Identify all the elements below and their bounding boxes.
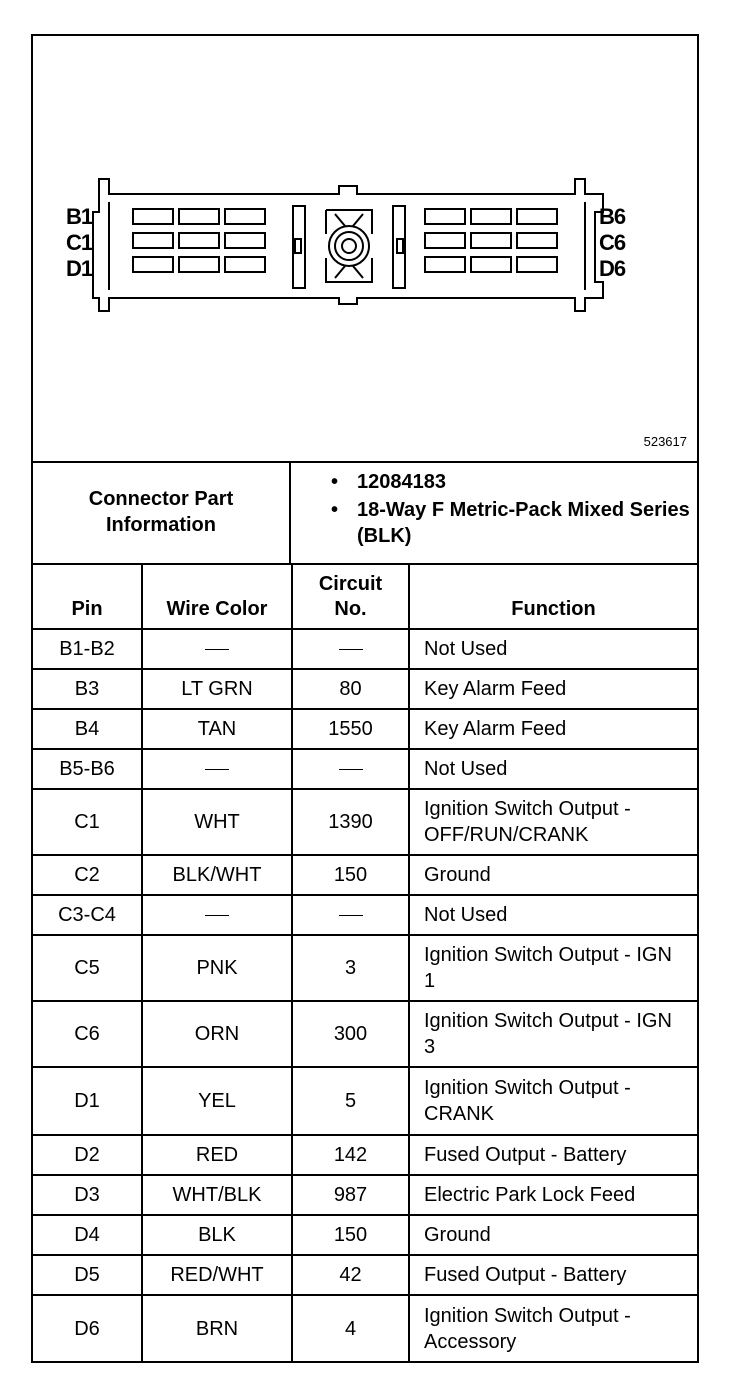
function-text: Ignition Switch Output - CRANK (424, 1077, 631, 1125)
pin-cell: D2 (33, 1135, 142, 1175)
pin-label-d1: D1 (66, 256, 93, 281)
empty-dash (205, 769, 229, 770)
function-cell (409, 1255, 697, 1295)
function-text: Key Alarm Feed (424, 678, 567, 700)
header-function: Function (409, 563, 697, 629)
pin-cell: C2 (33, 855, 142, 895)
wire-color-cell: PNK (142, 935, 292, 1001)
connector-info-label (33, 461, 291, 563)
function-cell (409, 1295, 697, 1361)
pin-cell: B3 (33, 669, 142, 709)
empty-dash (339, 649, 363, 650)
pin-cell: B5-B6 (33, 749, 142, 789)
table-row (33, 709, 697, 749)
pin-cell: D3 (33, 1175, 142, 1215)
function-text: Not Used (424, 904, 508, 926)
table-row (33, 749, 697, 789)
pin-cell: D6 (33, 1295, 142, 1361)
pin-cell: C5 (33, 935, 142, 1001)
function-cell (409, 629, 697, 669)
function-text: Ground (424, 1224, 491, 1246)
table-row (33, 1215, 697, 1255)
circuit-cell (292, 749, 409, 789)
pin-cell: D5 (33, 1255, 142, 1295)
connector-info-label-text: Connector Part Information (88, 488, 234, 536)
table-header-row (33, 563, 697, 629)
table-row (33, 895, 697, 935)
header-circuit-no (292, 563, 409, 629)
function-text: Ground (424, 864, 491, 886)
connector-info-list (323, 469, 693, 551)
header-wire-color: Wire Color (142, 563, 292, 629)
function-cell (409, 855, 697, 895)
table-row (33, 629, 697, 669)
function-cell (409, 1175, 697, 1215)
table-row (33, 855, 697, 895)
function-cell (409, 749, 697, 789)
circuit-cell: 80 (292, 669, 409, 709)
function-cell (409, 789, 697, 855)
header-pin: Pin (33, 563, 142, 629)
pin-label-d6: D6 (599, 256, 626, 281)
function-text: Key Alarm Feed (424, 718, 567, 740)
function-cell (409, 1067, 697, 1135)
left-cavity-grid (133, 209, 265, 272)
wire-color-cell: WHT/BLK (142, 1175, 292, 1215)
function-text: Ignition Switch Output - Accessory (424, 1304, 631, 1353)
circuit-cell: 300 (292, 1001, 409, 1067)
table-row (33, 1295, 697, 1361)
wire-color-cell (142, 749, 292, 789)
wire-color-cell: BLK (142, 1215, 292, 1255)
function-text: Not Used (424, 758, 508, 780)
circuit-cell: 150 (292, 855, 409, 895)
pin-label-b1: B1 (66, 204, 93, 229)
connector-description: • 18-Way F Metric-Pack Mixed Series (BLK) (323, 497, 693, 549)
circuit-cell: 987 (292, 1175, 409, 1215)
wire-color-cell: WHT (142, 789, 292, 855)
pin-cell: B1-B2 (33, 629, 142, 669)
function-cell (409, 669, 697, 709)
table-row (33, 669, 697, 709)
table-row (33, 789, 697, 855)
connector-drawing (33, 36, 697, 463)
function-cell (409, 1001, 697, 1067)
wire-color-cell: BLK/WHT (142, 855, 292, 895)
function-cell (409, 709, 697, 749)
function-text: Fused Output - Battery (424, 1264, 627, 1286)
pin-label-c6: C6 (599, 230, 626, 255)
center-terminal (326, 210, 372, 282)
circuit-cell: 1390 (292, 789, 409, 855)
connector-part-info (33, 461, 697, 565)
pin-label-c1: C1 (66, 230, 93, 255)
pin-label-b6: B6 (599, 204, 626, 229)
pin-cell: C3-C4 (33, 895, 142, 935)
wire-color-cell: ORN (142, 1001, 292, 1067)
function-text: Ignition Switch Output - OFF/RUN/CRANK (424, 798, 631, 846)
function-text: Ignition Switch Output - IGN 3 (424, 1010, 672, 1058)
circuit-cell (292, 895, 409, 935)
table-row (33, 1175, 697, 1215)
pin-rows (33, 629, 697, 1361)
table-row (33, 1135, 697, 1175)
circuit-cell: 4 (292, 1295, 409, 1361)
connector-sheet (31, 34, 699, 1363)
wire-color-cell: RED (142, 1135, 292, 1175)
empty-dash (205, 649, 229, 650)
pin-cell: D4 (33, 1215, 142, 1255)
wire-color-cell: TAN (142, 709, 292, 749)
function-text: Electric Park Lock Feed (424, 1184, 636, 1206)
connector-diagram (33, 36, 697, 463)
table-row (33, 1067, 697, 1135)
wire-color-cell: LT GRN (142, 669, 292, 709)
pin-cell: D1 (33, 1067, 142, 1135)
circuit-cell: 1550 (292, 709, 409, 749)
table-row (33, 1001, 697, 1067)
function-text: Not Used (424, 638, 508, 660)
pin-cell: C1 (33, 789, 142, 855)
wire-color-cell: YEL (142, 1067, 292, 1135)
circuit-cell: 42 (292, 1255, 409, 1295)
function-cell (409, 895, 697, 935)
empty-dash (205, 915, 229, 916)
function-cell (409, 1215, 697, 1255)
circuit-cell (292, 629, 409, 669)
wire-color-cell (142, 629, 292, 669)
wire-color-cell: RED/WHT (142, 1255, 292, 1295)
connector-part-number: • 12084183 (323, 469, 693, 495)
circuit-cell: 142 (292, 1135, 409, 1175)
function-text: Fused Output - Battery (424, 1144, 627, 1166)
table-row (33, 935, 697, 1001)
figure-number: 523617 (643, 434, 687, 449)
wire-color-cell: BRN (142, 1295, 292, 1361)
header-circuit-no-text: Circuit No. (318, 573, 383, 620)
wire-color-cell (142, 895, 292, 935)
table-row (33, 1255, 697, 1295)
pin-cell: C6 (33, 1001, 142, 1067)
function-text: Ignition Switch Output - IGN 1 (424, 944, 672, 992)
pin-table (33, 563, 697, 1361)
circuit-cell: 5 (292, 1067, 409, 1135)
pin-cell: B4 (33, 709, 142, 749)
function-cell (409, 1135, 697, 1175)
circuit-cell: 3 (292, 935, 409, 1001)
function-cell (409, 935, 697, 1001)
right-cavity-grid (425, 209, 557, 272)
circuit-cell: 150 (292, 1215, 409, 1255)
empty-dash (339, 769, 363, 770)
empty-dash (339, 915, 363, 916)
